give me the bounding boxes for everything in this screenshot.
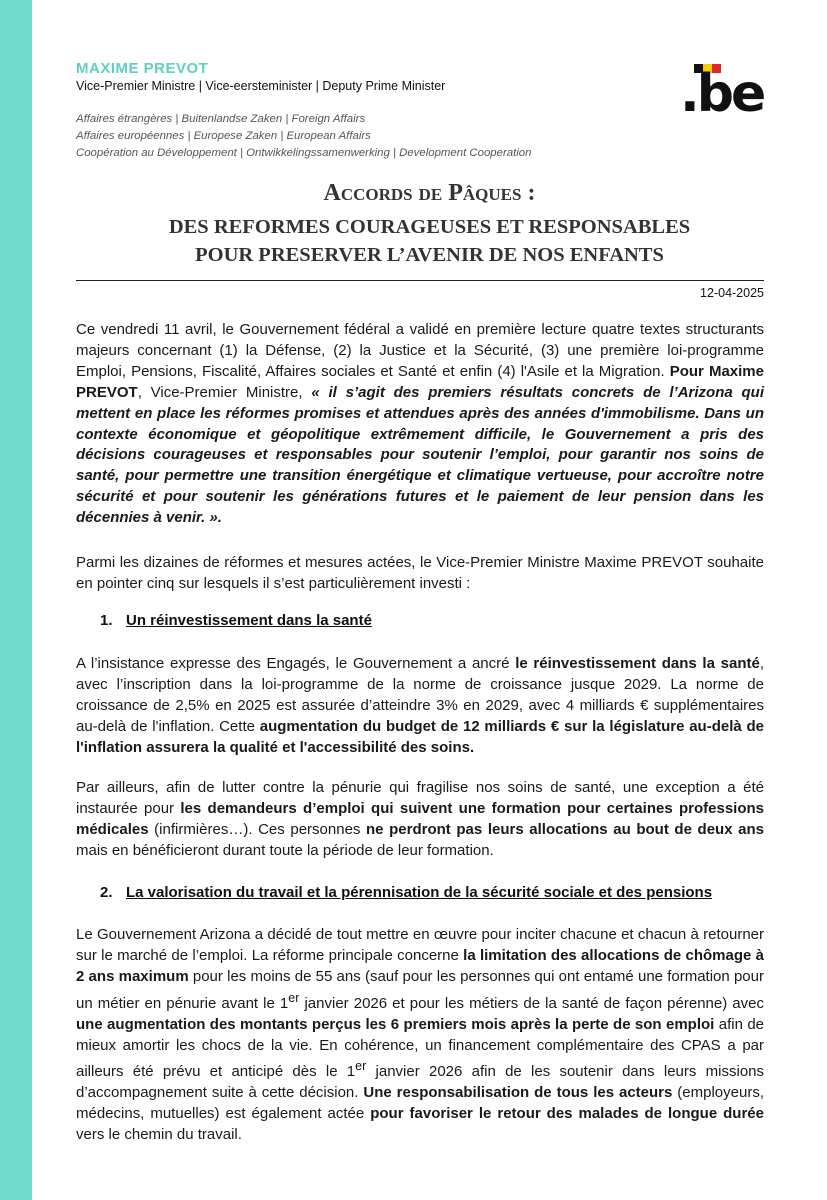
- text-run: Le Gouvernement Arizona a décidé de tout mettre en œuvre pour inciter chacune et chacun à retourner sur le marché de l’emploi. La réforme principale concerne: [76, 926, 764, 964]
- text-run: janvier 2026 et pour les métiers de la santé de façon pérenne) avec: [299, 994, 764, 1012]
- minister-role: Vice-Premier Ministre | Vice-eersteminister | Deputy Prime Minister: [76, 79, 446, 93]
- title-line-2: DES REFORMES COURAGEUSES ET RESPONSABLES: [168, 216, 691, 238]
- be-logo: [672, 62, 772, 128]
- bold-run: pour favoriser le retour des malades de longue durée: [370, 1105, 764, 1123]
- text-run: mais en bénéficieront durant toute la période de leur formation.: [76, 841, 494, 859]
- text-run: , avec l’inscription dans la loi-programme de la norme de croissance jusque 2029. La norme de croissance de 2,5% en 2025 est assurée d’atteindre 3% en 2029, avec 4 milliards € supplémentaires au-delà de l'inflation. Cette: [76, 655, 764, 735]
- intro-paragraph: [76, 320, 764, 529]
- text-run: pour les moins de 55 ans (sauf pour les personnes qui ont entamé une formation pour un métier en pénurie avant le 1: [76, 967, 764, 1012]
- bold-run: Une responsabilisation de tous les acteurs: [363, 1084, 673, 1102]
- superscript: er: [288, 990, 300, 1005]
- section-1-paragraph-1: [76, 654, 764, 759]
- department-line: Affaires européennes | Europese Zaken | European Affairs: [76, 130, 371, 142]
- section-number: 1.: [100, 612, 113, 629]
- title-line-1: Accords de Pâques :: [323, 180, 536, 206]
- title-line-3: POUR PRESERVER L’AVENIR DE NOS ENFANTS: [195, 244, 664, 266]
- text-run: (infirmières…). Ces personnes: [148, 820, 367, 838]
- document-date: 12-04-2025: [700, 286, 764, 300]
- department-line: Coopération au Développement | Ontwikkelingssamenwerking | Development Cooperation: [76, 147, 532, 159]
- intro-text-2: , Vice-Premier Ministre,: [137, 383, 303, 401]
- section-2-heading: [100, 884, 712, 901]
- title-divider: [76, 280, 764, 281]
- text-run: vers le chemin du travail.: [76, 1126, 242, 1144]
- text-run: Par ailleurs, afin de lutter contre la pénurie qui fragilise nos soins de santé, une exception a été instaurée pour: [76, 779, 764, 817]
- minister-name: MAXIME PREVOT: [76, 60, 209, 77]
- departments-list: [76, 111, 531, 162]
- text-run: A l’insistance expresse des Engagés, le Gouvernement a ancré: [76, 655, 516, 672]
- department-line: Affaires étrangères | Buitenlandse Zaken | Foreign Affairs: [76, 113, 366, 125]
- bold-run: augmentation du budget de 12 milliards € sur la législature au-delà de l'inflation assurera la qualité et l'accessibilité des soins.: [76, 717, 764, 756]
- bold-run: une augmentation des montants perçus les 6 premiers mois après la perte de son emploi: [76, 1015, 715, 1033]
- logo-text: .be: [680, 64, 764, 124]
- intro-bold-name: Pour Maxime PREVOT: [76, 362, 764, 401]
- summary-paragraph: [76, 553, 764, 595]
- section-title: La valorisation du travail et la pérennisation de la sécurité sociale et des pensions: [126, 884, 713, 901]
- side-color-band: [0, 0, 32, 1200]
- text-run: afin de mieux amortir les chocs de la vie. En cohérence, un financement complémentaire des CPAS a par ailleurs été prévu et anticipé dès le 1: [76, 1015, 764, 1081]
- text-run: janvier 2026 afin de les soutenir dans leurs missions d’accompagnement suite à cette décision.: [76, 1063, 764, 1102]
- section-2-paragraph-1: [76, 925, 764, 1146]
- section-1-paragraph-2: [76, 778, 764, 862]
- bold-run: les demandeurs d’emploi qui suivent une formation pour certaines professions médicales: [76, 799, 764, 838]
- bold-run: ne perdront pas leurs allocations au bout de deux ans: [366, 820, 764, 838]
- document-page: [32, 0, 827, 1200]
- intro-text: Ce vendredi 11 avril, le Gouvernement fédéral a validé en première lecture quatre textes structurants majeurs concernant (1) la Défense, (2) la Justice et la Sécurité, (3) une première loi-programme Emploi, Pensions, Fiscalité, Affaires sociales et Santé et enfin (4) l'Asile et la Migration.: [76, 321, 764, 380]
- summary-text: Parmi les dizaines de réformes et mesures actées, le Vice-Premier Ministre Maxime PREVOT souhaite en pointer cinq sur lesquels il s’est particulièrement investi :: [76, 554, 764, 592]
- intro-quote: « il s’agit des premiers résultats concrets de l’Arizona qui mettent en place les réformes promises et attendues après des années d'immobilisme. Dans un contexte économique et géopolitique extrêmement difficile, le Gouvernement a pris des décisions courageuses et responsables pour soutenir l’emploi, pour garantir nos soins de santé, pour permettre une transition énergétique et climatique vertueuse, pour accroître notre sécurité et pour soutenir les générations futures et le paiement de leur pension dans les décennies à venir. ».: [76, 383, 765, 527]
- section-1-heading: [100, 612, 372, 629]
- bold-run: la limitation des allocations de chômage à 2 ans maximum: [76, 946, 764, 985]
- section-number: 2.: [100, 884, 113, 901]
- bold-run: le réinvestissement dans la santé: [515, 655, 760, 672]
- superscript: er: [355, 1059, 367, 1074]
- section-title: Un réinvestissement dans la santé: [126, 612, 372, 629]
- text-run: (employeurs, médecins, mutuelles) est également actée: [76, 1084, 764, 1123]
